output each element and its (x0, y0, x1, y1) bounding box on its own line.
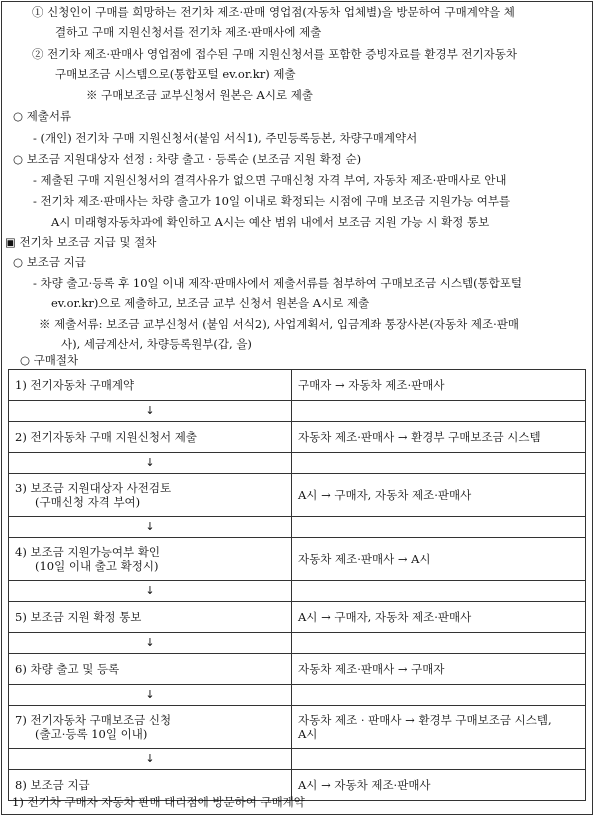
procedure-arrow-row (9, 581, 586, 602)
step-flow: 자동차 제조·판매사 → 구매자 (292, 654, 586, 685)
circle-bullet-icon: ○ (13, 109, 24, 123)
procedure-arrow-row (9, 401, 586, 422)
procedure-arrow-row (9, 633, 586, 654)
step-flow: 자동차 제조·판매사 → A시 (292, 538, 586, 581)
step-sublabel: (출고·등록 10일 이내) (35, 727, 148, 741)
down-arrow-icon: ↓ (9, 453, 292, 474)
intro-note: ※ 구매보조금 교부신청서 원본은 A시로 제출 (86, 88, 313, 102)
procedure-heading: 구매절차 (33, 353, 79, 367)
procedure-step (9, 370, 586, 401)
step-flow-cell (292, 706, 586, 749)
selection-line-1: - 제출된 구매 지원신청서의 결격사유가 없으면 구매신청 자격 부여, 자동차 제조·판매사로 안내 (33, 173, 507, 187)
step-label: 5) 보조금 지원 확정 통보 (9, 602, 292, 633)
payment-heading-row (13, 254, 86, 270)
step-label: 1) 전기자동차 구매계약 (9, 370, 292, 401)
footer-note: 1) 전기차 구매자 자동차 판매 대리점에 방문하여 구매계약 (12, 795, 305, 809)
step-flow-cont: A시 (298, 727, 318, 741)
step-label: 6) 차량 출고 및 등록 (9, 654, 292, 685)
docs-heading-row (13, 108, 71, 124)
circle-bullet-icon: ○ (13, 255, 24, 269)
step-sublabel: (구매신청 자격 부여) (35, 495, 141, 509)
circle-bullet-icon: ○ (13, 152, 24, 166)
down-arrow-icon: ↓ (9, 749, 292, 770)
section-heading-row (5, 234, 156, 250)
docs-heading: 제출서류 (26, 109, 72, 123)
step-flow: A시 → 구매자, 자동차 제조·판매사 (292, 602, 586, 633)
step-flow: 구매자 → 자동차 제조·판매사 (292, 370, 586, 401)
procedure-step (9, 706, 586, 749)
down-arrow-icon: ↓ (9, 401, 292, 422)
step-flow: A시 → 자동차 제조·판매사 (292, 770, 586, 801)
down-arrow-icon: ↓ (9, 685, 292, 706)
selection-heading-row (13, 151, 361, 167)
procedure-heading-row (20, 352, 78, 368)
step-cell (9, 474, 292, 517)
procedure-step (9, 422, 586, 453)
procedure-step (9, 654, 586, 685)
procedure-step (9, 474, 586, 517)
intro-item-1-line-1: ① 신청인이 구매를 희망하는 전기차 제조·판매 영업점(자동차 업체별)을 방문하여 구매계약을 체 (32, 5, 515, 19)
payment-line-1: - 차량 출고·등록 후 10일 이내 제작·판매사에서 제출서류를 첨부하여 구매보조금 시스템(통합포털 (33, 276, 523, 290)
selection-heading: 보조금 지원대상자 선정 : 차량 출고 · 등록순 (보조금 지원 확정 순) (26, 152, 362, 166)
selection-line-2: - 전기차 제조·판매사는 차량 출고가 10일 이내로 확정되는 시점에 구매 보조금 지원가능 여부를 (33, 194, 511, 208)
procedure-step (9, 602, 586, 633)
section-heading: 전기차 보조금 지급 및 절차 (19, 235, 157, 249)
procedure-table (8, 369, 586, 801)
docs-line: - (개인) 전기차 구매 지원신청서(붙임 서식1), 주민등록등본, 차량구매계약서 (33, 131, 418, 145)
step-label: 3) 보조금 지원대상자 사전검토 (15, 481, 172, 495)
circle-bullet-icon: ○ (20, 353, 31, 367)
step-flow: A시 → 구매자, 자동차 제조·판매사 (292, 474, 586, 517)
procedure-arrow-row (9, 517, 586, 538)
procedure-arrow-row (9, 685, 586, 706)
step-sublabel: (10일 이내 출고 확정시) (35, 559, 159, 573)
step-label: 8) 보조금 지급 (9, 770, 292, 801)
step-label: 4) 보조금 지원가능여부 확인 (15, 545, 160, 559)
payment-note-1: ※ 제출서류: 보조금 교부신청서 (붙임 서식2), 사업계획서, 입금계좌 통장사본(자동차 제조·판매 (39, 317, 519, 331)
down-arrow-icon: ↓ (9, 517, 292, 538)
payment-line-2: ev.or.kr)으로 제출하고, 보조금 교부 신청서 원본을 A시로 제출 (51, 296, 370, 310)
step-cell (9, 706, 292, 749)
step-flow: 자동차 제조·판매사 → 환경부 구매보조금 시스템 (292, 422, 586, 453)
intro-item-2-line-1: ② 전기차 제조·판매사 영업점에 접수된 구매 지원신청서를 포함한 증빙자료를 환경부 전기자동차 (32, 47, 517, 61)
payment-note-2: 사), 세금계산서, 차량등록원부(갑, 을) (61, 337, 252, 351)
procedure-arrow-row (9, 453, 586, 474)
procedure-arrow-row (9, 749, 586, 770)
step-flow: 자동차 제조 · 판매사 → 환경부 구매보조금 시스템, (298, 713, 552, 727)
down-arrow-icon: ↓ (9, 633, 292, 654)
step-label: 7) 전기자동차 구매보조금 신청 (15, 713, 172, 727)
step-cell (9, 538, 292, 581)
square-bullet-icon: ▣ (5, 235, 16, 249)
step-label: 2) 전기자동차 구매 지원신청서 제출 (9, 422, 292, 453)
payment-heading: 보조금 지급 (26, 255, 86, 269)
down-arrow-icon: ↓ (9, 581, 292, 602)
intro-item-1-line-2: 결하고 구매 지원신청서를 전기차 제조·판매사에 제출 (55, 25, 322, 39)
intro-item-2-line-2: 구매보조금 시스템으로(통합포털 ev.or.kr) 제출 (55, 67, 296, 81)
selection-line-3: A시 미래형자동차과에 확인하고 A시는 예산 범위 내에서 보조금 지원 가능 시 확정 통보 (51, 215, 490, 229)
procedure-step (9, 538, 586, 581)
